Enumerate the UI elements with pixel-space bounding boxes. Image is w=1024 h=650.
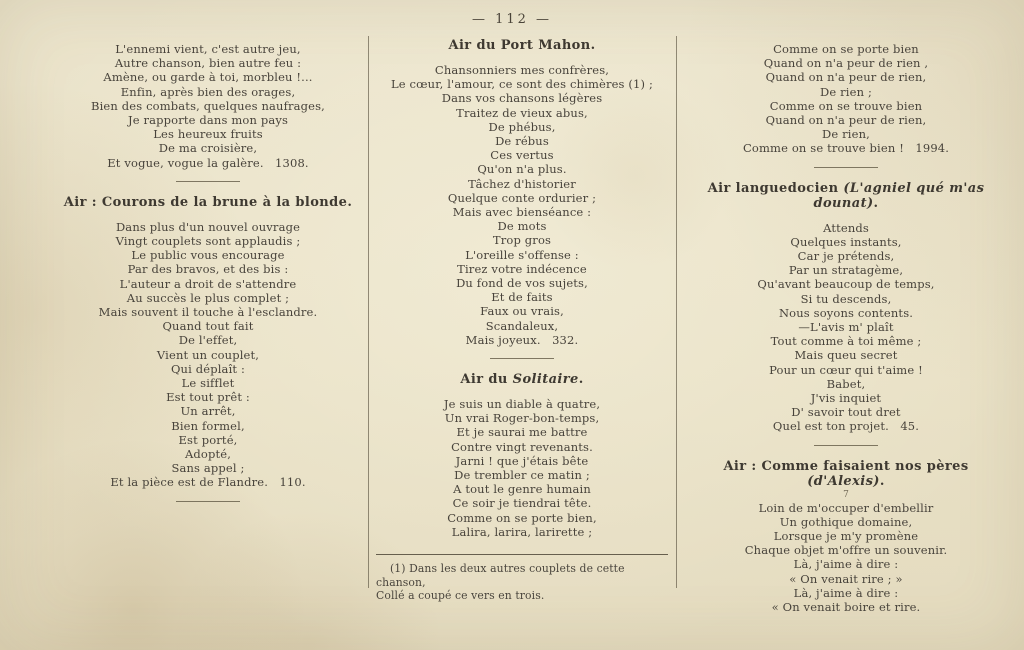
verse-block <box>684 501 1008 615</box>
verse-line: Nous soyons contents. <box>778 305 914 320</box>
verse-line: Quand on n'a peur de rien, <box>765 70 927 85</box>
verse-line: Amène, ou garde à toi, morbleu !... <box>103 70 313 85</box>
heading-text: Air : Comme faisaient nos pères <box>723 458 969 474</box>
verse-line: Je suis un diable à quatre, <box>443 397 601 412</box>
verse-line: « On venait rire ; » <box>789 571 903 586</box>
verse-line: D' savoir tout dret <box>791 405 901 420</box>
verse-line: Un vrai Roger-bon-temps, <box>444 411 600 426</box>
verse-line: Ces vertus <box>490 148 554 163</box>
verse-line: Comme on se trouve bien ! 1994. <box>742 141 950 156</box>
heading-text: Air : Courons de la brune à la blonde. <box>63 194 353 210</box>
verse-line: Et je saurai me battre <box>456 425 588 440</box>
print-artifact: 7 <box>843 489 849 500</box>
verse-block <box>376 63 668 347</box>
verse-block <box>376 397 668 539</box>
verse-line: Faux ou vrais, <box>480 304 564 319</box>
verse-line: De l'effet, <box>178 333 238 348</box>
page-number: — 112 — <box>471 12 553 27</box>
verse-line: Quand on n'a peur de rien, <box>765 113 927 128</box>
verse-line: Scandaleux, <box>485 318 559 333</box>
verse-block <box>684 42 1008 156</box>
verse-line: Comme on se porte bien <box>773 42 919 56</box>
verse-block <box>684 221 1008 434</box>
verse-line: Est tout prêt : <box>166 390 250 405</box>
verse-line: Tout comme à toi même ; <box>770 334 922 349</box>
section-rule <box>490 358 554 359</box>
verse-line: Enfin, après bien des orages, <box>120 84 296 99</box>
verse-line: Pour un cœur qui t'aime ! <box>769 362 923 377</box>
verse-line: Traitez de vieux abus, <box>456 105 588 120</box>
verse-line: Chaque objet m'offre un souvenir. <box>744 543 948 558</box>
verse-line: Contre vingt revenants. <box>451 439 593 454</box>
verse-line: Mais queu secret <box>794 348 898 363</box>
verse-block <box>54 220 362 490</box>
verse-block <box>54 42 362 170</box>
verse-line: Quelques instants, <box>790 234 902 249</box>
column-divider-left <box>368 36 369 588</box>
verse-line: Autre chanson, bien autre feu : <box>114 56 302 71</box>
verse-line: L'auteur a droit de s'attendre <box>119 276 297 291</box>
verse-line: Et de faits <box>491 290 553 305</box>
verse-line: A tout le genre humain <box>453 482 591 497</box>
verse-line: Mais avec bienséance : <box>452 205 592 220</box>
verse-line: Est porté, <box>178 432 238 447</box>
verse-line: L'ennemi vient, c'est autre jeu, <box>115 42 301 56</box>
verse-line: Mais joyeux. 332. <box>465 332 579 347</box>
heading-italic: (d'Alexis) <box>807 473 880 489</box>
section-rule <box>176 501 240 502</box>
verse-line: Quand tout fait <box>162 319 254 334</box>
verse-line: Le public vous encourage <box>131 248 285 263</box>
verse-line: Trop gros <box>492 233 552 248</box>
verse-line: Du fond de vos sujets, <box>456 276 588 291</box>
verse-line: Et vogue, vogue la galère. 1308. <box>107 155 309 170</box>
heading-text: . <box>578 372 584 388</box>
verse-line: Adopté, <box>184 447 232 462</box>
verse-line: Par des bravos, et des bis : <box>127 262 289 277</box>
verse-line: Par un stratagème, <box>788 263 904 278</box>
verse-line: Lorsque je m'y promène <box>773 529 919 544</box>
verse-line: —L'avis m' plaît <box>798 320 894 335</box>
verse-line: Qu'avant beaucoup de temps, <box>757 277 935 292</box>
verse-line: Bien formel, <box>171 418 245 433</box>
verse-line: Attends <box>823 220 869 235</box>
air-heading <box>376 372 668 387</box>
column-divider-right <box>676 36 677 588</box>
heading-text: . <box>873 195 879 211</box>
verse-line: Un gothique domaine, <box>779 514 913 529</box>
column-right <box>684 42 1008 614</box>
verse-line: Les heureux fruits <box>153 127 263 142</box>
verse-line: Quelque conte ordurier ; <box>447 190 597 205</box>
verse-line: Qui déplaît : <box>170 361 245 376</box>
verse-line: J'vis inquiet <box>810 391 882 406</box>
verse-line: Dans vos chansons légères <box>441 91 603 106</box>
verse-line: Lalira, larira, larirette ; <box>451 524 593 539</box>
verse-line: Vingt couplets sont applaudis ; <box>115 234 301 249</box>
verse-line: Comme on se porte bien, <box>447 510 597 525</box>
heading-italic: (L'agniel qué m'as dounat) <box>813 180 985 211</box>
verse-line: Si tu descends, <box>800 291 892 306</box>
verse-line: Quel est ton projet. 45. <box>772 419 920 434</box>
verse-line: « On venait boire et rire. <box>771 600 921 615</box>
heading-italic: Solitaire <box>512 372 579 388</box>
verse-line: Un arrêt, <box>180 404 236 419</box>
verse-line: Dans plus d'un nouvel ouvrage <box>115 219 301 234</box>
verse-line: De trembler ce matin ; <box>454 468 590 483</box>
heading-text: . <box>879 473 885 489</box>
verse-line: Vient un couplet, <box>156 347 260 362</box>
verse-line: Tâchez d'historier <box>468 176 576 191</box>
air-heading <box>376 38 668 53</box>
heading-text: Air du Port Mahon. <box>448 38 596 53</box>
verse-line: De rien, <box>822 127 870 142</box>
verse-line: Sans appel ; <box>171 461 245 476</box>
section-rule <box>176 181 240 182</box>
verse-line: Ce soir je tiendrai tête. <box>452 496 592 511</box>
footnote-line: Collé a coupé ce vers en trois. <box>376 589 545 603</box>
verse-line: Au succès le plus complet ; <box>126 290 290 305</box>
verse-line: Chansonniers mes confrères, <box>434 63 610 77</box>
verse-line: Bien des combats, quelques naufrages, <box>91 98 325 113</box>
verse-line: Le cœur, l'amour, ce sont des chimères (1) ; <box>391 77 653 92</box>
air-heading <box>54 195 362 210</box>
verse-line: Loin de m'occuper d'embellir <box>758 500 934 515</box>
air-heading <box>684 459 1008 489</box>
footnote-rule <box>376 554 668 555</box>
verse-line: De phébus, <box>488 119 556 134</box>
footnote <box>376 562 668 603</box>
verse-line: Tirez votre indécence <box>457 261 587 276</box>
verse-line: Qu'on n'a plus. <box>477 162 567 177</box>
heading-text: Air du <box>460 372 513 388</box>
verse-line: Le sifflet <box>181 376 235 391</box>
verse-line: De mots <box>497 219 547 234</box>
verse-line: De ma croisière, <box>158 141 258 156</box>
verse-line: Jarni ! que j'étais bête <box>455 453 589 468</box>
verse-line: L'oreille s'offense : <box>465 247 579 262</box>
heading-text: Air languedocien <box>707 180 844 196</box>
verse-line: Là, j'aime à dire : <box>793 557 899 572</box>
verse-line: De rébus <box>495 134 549 149</box>
footnote-line: (1) Dans les deux autres couplets de cette chanson, <box>376 562 629 589</box>
verse-line: Quand on n'a peur de rien , <box>763 56 929 71</box>
verse-line: Car je prétends, <box>797 249 895 264</box>
verse-line: Là, j'aime à dire : <box>793 585 899 600</box>
section-rule <box>814 445 878 446</box>
section-rule <box>814 167 878 168</box>
verse-line: Je rapporte dans mon pays <box>127 113 289 128</box>
air-heading <box>684 181 1008 211</box>
verse-line: Et la pièce est de Flandre. 110. <box>110 475 306 490</box>
verse-line: De rien ; <box>820 84 872 99</box>
verse-line: Comme on se trouve bien <box>769 98 923 113</box>
column-center <box>376 38 668 603</box>
verse-line: Babet, <box>826 376 866 391</box>
verse-line: Mais souvent il touche à l'esclandre. <box>98 305 318 320</box>
column-left <box>54 42 362 503</box>
